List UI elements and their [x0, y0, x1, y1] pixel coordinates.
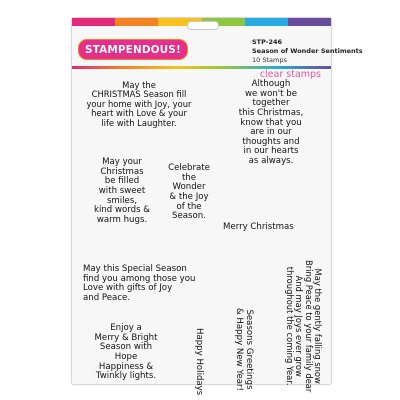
sentiment-stamp: May the gently falling snow Bring Peace to your family dear And may Joys ever grow throughout the coming Year. [284, 260, 323, 393]
sentiment-stamp: Happy Holidays [194, 328, 204, 396]
hang-hole [187, 21, 219, 30]
sentiment-stamp: May your Christmas be filled with sweet smiles, kind words & warm hugs. [93, 157, 151, 225]
stamp-sheet [81, 78, 323, 396]
product-title: Season of Wonder Sentiments [252, 47, 363, 55]
product-sku: STP-246 [252, 38, 283, 46]
sentiment-stamp: Seasons Greetings & Happy New Year! [234, 308, 254, 392]
sentiment-stamp: Merry Christmas [223, 222, 294, 232]
stripe-segment [72, 18, 115, 26]
sentiment-stamp: Celebrate the Wonder & the Joy of the Season. [168, 163, 210, 222]
stamp-package [71, 17, 363, 396]
clear-stamps-label: clear stamps [259, 69, 321, 80]
sentiment-stamp: May the CHRISTMAS Season fill your home with Joy, your heart with Love & your life with Laughter. [86, 80, 192, 128]
logo-text: STAMPENDOUS! [85, 43, 181, 56]
stripe-segment [288, 18, 331, 26]
sentiment-stamp: Enjoy a Merry & Bright Season with Hope Happiness & Twinkly lights. [94, 323, 158, 382]
sentiment-stamp: Although we won't be together this Christmas, know that you are in our thoughts and in our hearts as always. [238, 79, 304, 166]
stripe-segment [245, 18, 288, 26]
sentiment-stamp: May this Special Season find you among those you Love with gifts of Joy and Peace. [83, 264, 196, 303]
brand-logo [78, 39, 188, 60]
stamp-count: 10 Stamps [252, 56, 287, 64]
stripe-segment [115, 18, 158, 26]
